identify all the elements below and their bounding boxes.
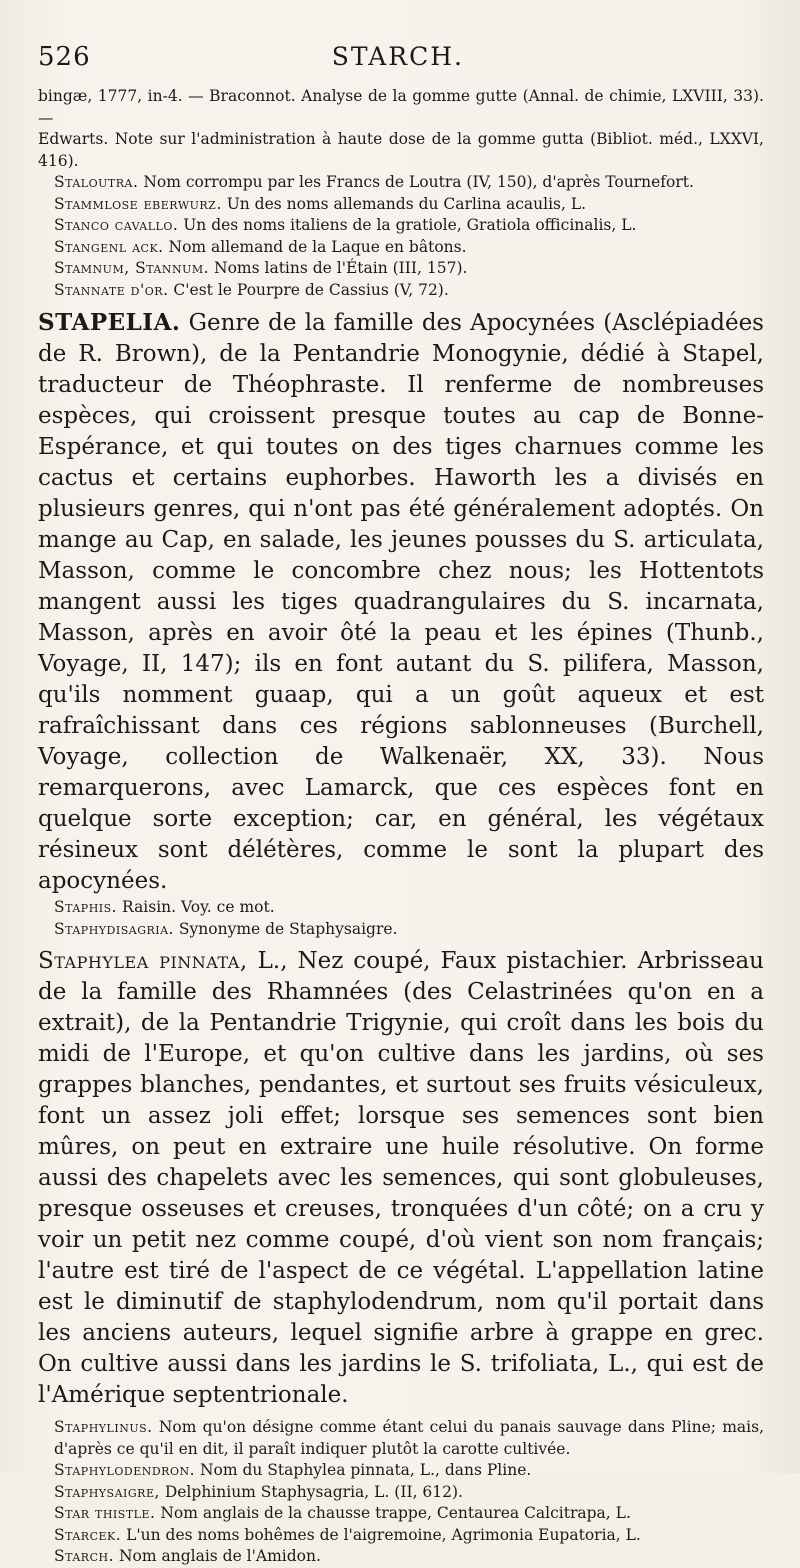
entry-text: Noms latins de l'Étain (III, 157).	[209, 259, 468, 277]
entry-headword: Stangenl ack.	[54, 237, 164, 256]
entry-staloutra	[38, 172, 764, 194]
entry-headword: Star thistle.	[54, 1504, 156, 1522]
entry-headword: Staphylea pinnata,	[38, 948, 248, 974]
entry-staphysaigre	[38, 1482, 764, 1504]
entry-text: Delphinium Staphysagria, L. (II, 612).	[159, 1482, 463, 1501]
entry-text: Un des noms italiens de la gratiole, Gratiola officinalis, L.	[178, 216, 637, 234]
reference-line: Edwarts. Note sur l'administration à haute dose de la gomme gutta (Bibliot. méd., LXXVI, 416).	[38, 130, 764, 170]
entry-text: Genre de la famille des Apocynées (Asclépiadées de R. Brown), de la Pentandrie Monogynie, dédié à Stapel, traducteur de Théophraste. Il renferme de nombreuses espèces, qui croissent presque toutes au cap de Bonne-Espérance, et qui toutes on des tiges charnues comme les cactus et certains euphorbes. Haworth les a divisés en plusieurs genres, qui n'ont pas été généralement adoptés. On mange au Cap, en salade, les jeunes pousses du S. articulata, Masson, comme le concombre chez nous; les Hottentots mangent aussi les tiges quadrangulaires du S. incarnata, Masson, après en avoir ôté la peau et les épines (Thunb., Voyage, II, 147); ils en font autant du S. pilifera, Masson, qu'ils nomment guaap, qui a un goût aqueux et est rafraîchissant dans ces régions sablonneuses (Burchell, Voyage, collection de Walkenaër, XX, 33). Nous remarquerons, avec Lamarck, que ces espèces font en quelque sorte exception; car, en général, les végétaux résineux sont délétères, comme le sont la plupart des apocynées.	[38, 310, 764, 894]
page-header	[38, 42, 764, 86]
entry-text: Nom corrompu par les Francs de Loutra (IV, 150), d'après Tournefort.	[138, 173, 694, 191]
entry-text: Nom du Staphylea pinnata, L., dans Pline.	[195, 1461, 532, 1479]
entry-starcek	[38, 1525, 764, 1547]
entry-headword: Stammlose eberwurz.	[54, 194, 222, 213]
entry-headword: Staphylinus.	[54, 1418, 153, 1436]
entry-text: C'est le Pourpre de Cassius (V, 72).	[168, 280, 449, 299]
entry-stanco-cavallo	[38, 215, 764, 237]
entry-stangenl-ack	[38, 237, 764, 259]
entry-stapelia	[38, 307, 764, 897]
entry-staphis	[38, 897, 764, 919]
entry-stannate-dor	[38, 280, 764, 302]
entry-text: Synonyme de Staphysaigre.	[173, 919, 398, 938]
entry-headword: STAPELIA.	[38, 309, 181, 336]
page-number: 526	[38, 42, 91, 72]
entry-text: L., Nez coupé, Faux pistachier. Arbrisseau de la famille des Rhamnées (des Celastrinées qu'on en a extrait), de la Pentandrie Trigynie, qui croît dans les bois du midi de l'Europe, et qu'on cultive dans les jardins, où ses grappes blanches, pendantes, et surtout ses fruits vésiculeux, font un assez joli effet; lorsque ses semences sont bien mûres, on peut en extraire une huile résolutive. On forme aussi des chapelets avec les semences, qui sont globuleuses, presque osseuses et creuses, tronquées d'un côté; on a cru y voir un petit nez comme coupé, d'où vient son nom français; l'autre est tiré de l'aspect de ce végétal. L'appellation latine est le diminutif de staphylodendrum, nom qu'il portait dans les anciens auteurs, lequel signifie arbre à grappe en grec. On cultive aussi dans les jardins le S. trifoliata, L., qui est de l'Amérique septentrionale.	[38, 948, 764, 1408]
entry-text: Un des noms allemands du Carlina acaulis, L.	[221, 194, 587, 213]
entry-stamnum	[38, 258, 764, 280]
reference-line: bingæ, 1777, in-4. — Braconnot. Analyse de la gomme gutte (Annal. de chimie, LXVIII, 33). —	[38, 87, 764, 127]
entry-headword: Stannate d'or.	[54, 280, 169, 299]
running-head: STARCH.	[331, 42, 464, 71]
entry-headword: Staloutra.	[54, 173, 139, 191]
entry-text: Nom anglais de l'Amidon.	[114, 1547, 321, 1565]
entry-staphylinus	[38, 1417, 764, 1460]
entry-text: L'un des noms bohêmes de l'aigremoine, Agrimonia Eupatoria, L.	[121, 1525, 641, 1544]
entry-staphydisagria	[38, 919, 764, 941]
entry-headword: Staphylodendron.	[54, 1461, 196, 1479]
entry-headword: Staphis.	[54, 898, 118, 916]
entry-headword: Staphydisagria.	[54, 919, 174, 938]
entries-bottom	[38, 1417, 764, 1568]
entry-text: Nom qu'on désigne comme étant celui du panais sauvage dans Pline; mais, d'après ce qu'il en dit, il paraît indiquer plutôt la carotte cultivée.	[54, 1418, 764, 1458]
entry-headword: Stanco cavallo.	[54, 216, 179, 234]
entry-headword: Starch.	[54, 1547, 115, 1565]
entry-text: Raisin. Voy. ce mot.	[117, 898, 275, 916]
entry-text: Nom allemand de la Laque en bâtons.	[163, 237, 467, 256]
entry-staphylodendron	[38, 1460, 764, 1482]
entry-star-thistle	[38, 1503, 764, 1525]
entry-headword: Staphysaigre,	[54, 1482, 160, 1501]
entry-stammlose-eberwurz	[38, 194, 764, 216]
entry-starch	[38, 1546, 764, 1568]
entry-headword: Starcek.	[54, 1525, 122, 1544]
entry-headword: Stamnum, Stannum.	[54, 259, 210, 277]
entry-staphylea-pinnata	[38, 946, 764, 1411]
entry-text: Nom anglais de la chausse trappe, Centaurea Calcitrapa, L.	[155, 1504, 631, 1522]
